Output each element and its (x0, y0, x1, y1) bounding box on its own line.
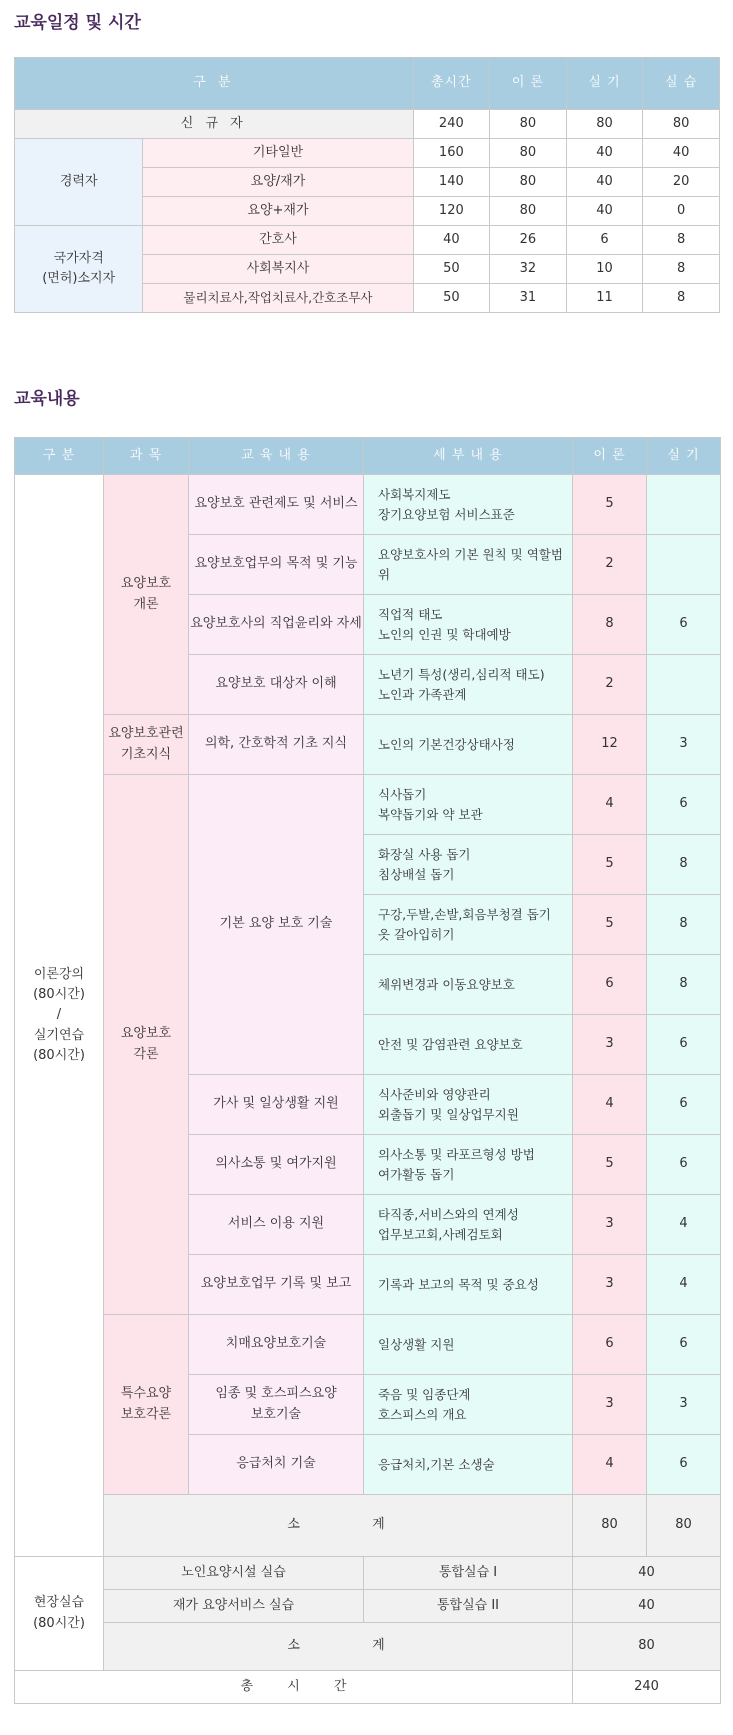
theory-cell: 3 (573, 1375, 647, 1435)
subject-line: 요양보호관련 (108, 726, 184, 742)
theory-cell: 5 (573, 1135, 647, 1195)
cell-theory: 26 (490, 226, 567, 255)
subtotal-row (15, 1495, 721, 1557)
subject-line: 요양보호 (120, 576, 172, 592)
content-header-row (15, 438, 721, 475)
content-cell: 요양보호 관련제도 및 서비스 (189, 475, 364, 535)
new-label: 신 규 자 (15, 110, 414, 139)
schedule-table (14, 57, 720, 313)
grand-total-row (15, 1671, 721, 1704)
detail-cell (364, 595, 573, 655)
experienced-label: 경력자 (15, 139, 143, 226)
schedule-header-row (15, 58, 720, 110)
theory-cell: 5 (573, 895, 647, 955)
table-row (15, 1557, 721, 1590)
header-detail: 세 부 내 용 (364, 438, 573, 475)
practice-cell: 6 (647, 1015, 721, 1075)
cell-theory: 80 (490, 168, 567, 197)
lecture-label-line: (80시간) (33, 987, 85, 1003)
detail-line: 체위변경과 이동요양보호 (378, 976, 515, 992)
practice-cell: 6 (647, 595, 721, 655)
header-theory: 이 론 (573, 438, 647, 475)
practice-cell (647, 655, 721, 715)
detail-line: 의사소통 및 라포르형성 방법 (378, 1147, 535, 1163)
cell-total: 50 (413, 284, 490, 313)
cell-training: 8 (643, 284, 720, 313)
row-name: 기타일반 (143, 139, 413, 168)
theory-cell: 6 (573, 1315, 647, 1375)
theory-cell: 6 (573, 955, 647, 1015)
practice-cell: 6 (647, 1135, 721, 1195)
detail-line: 응급처치,기본 소생술 (378, 1456, 495, 1472)
cell-training: 0 (643, 197, 720, 226)
content-cell: 요양보호업무의 목적 및 기능 (189, 535, 364, 595)
lecture-label-line: / (56, 1007, 62, 1023)
theory-cell: 5 (573, 835, 647, 895)
cell-total: 240 (413, 110, 490, 139)
practice-cell: 6 (647, 775, 721, 835)
theory-cell: 4 (573, 775, 647, 835)
licensed-label-line1: 국가자격 (53, 250, 104, 266)
detail-line: 일상생활 지원 (378, 1336, 455, 1352)
theory-cell: 2 (573, 655, 647, 715)
subtotal-label: 소 계 (104, 1495, 573, 1557)
cell-theory: 31 (490, 284, 567, 313)
content-cell: 응급처치 기술 (189, 1435, 364, 1495)
header-theory: 이 론 (490, 58, 567, 110)
row-name: 물리치료사,작업치료사,간호조무사 (143, 284, 413, 313)
row-name: 요양+재가 (143, 197, 413, 226)
theory-cell: 5 (573, 475, 647, 535)
subject-line: 각론 (133, 1046, 159, 1062)
table-row (15, 110, 720, 139)
header-training: 실 습 (643, 58, 720, 110)
field-name: 노인요양시설 실습 (104, 1557, 364, 1590)
practice-cell: 8 (647, 955, 721, 1015)
detail-cell (364, 1015, 573, 1075)
cell-training: 40 (643, 139, 720, 168)
detail-line: 직업적 태도 (378, 607, 443, 623)
lecture-label-line: (80시간) (33, 1047, 85, 1063)
detail-line: 노인과 가족관계 (378, 686, 467, 702)
detail-cell (364, 775, 573, 835)
detail-line: 침상배설 돕기 (378, 866, 455, 882)
cell-total: 160 (413, 139, 490, 168)
table-row (15, 1315, 721, 1375)
content-line: 임종 및 호스피스요양 (215, 1386, 337, 1402)
field-subtotal-label: 소 계 (104, 1623, 573, 1671)
table-row (15, 475, 721, 535)
cell-practice: 11 (566, 284, 643, 313)
table-row (15, 139, 720, 168)
row-name: 간호사 (143, 226, 413, 255)
theory-cell: 4 (573, 1075, 647, 1135)
content-section-title: 교육내용 (14, 389, 80, 409)
header-category: 구 분 (15, 58, 414, 110)
cell-training: 80 (643, 110, 720, 139)
licensed-label-line2: (면허)소지자 (42, 271, 116, 286)
field-hours: 40 (573, 1590, 721, 1623)
content-cell: 요양보호사의 직업윤리와 자세 (189, 595, 364, 655)
detail-cell (364, 1435, 573, 1495)
content-table (14, 437, 721, 1704)
content-cell: 기본 요양 보호 기술 (189, 775, 364, 1075)
detail-line: 안전 및 감염관련 요양보호 (378, 1036, 523, 1052)
subject-basic (104, 715, 189, 775)
subtotal-theory: 80 (573, 1495, 647, 1557)
detail-line: 노년기 특성(생리,심리적 태도) (378, 667, 545, 683)
field-name: 재가 요양서비스 실습 (104, 1590, 364, 1623)
content-cell: 의사소통 및 여가지원 (189, 1135, 364, 1195)
subtotal-row (15, 1623, 721, 1671)
practice-cell (647, 535, 721, 595)
detail-cell (364, 955, 573, 1015)
table-row (15, 775, 721, 835)
cell-total: 50 (413, 255, 490, 284)
subtotal-practice: 80 (647, 1495, 721, 1557)
subject-special (104, 1315, 189, 1495)
field-type: 통합실습 II (364, 1590, 573, 1623)
schedule-section-title: 교육일정 및 시간 (14, 13, 141, 33)
subject-line: 보호각론 (120, 1406, 172, 1422)
grand-total-hours: 240 (573, 1671, 721, 1704)
content-cell: 요양보호 대상자 이해 (189, 655, 364, 715)
theory-cell: 4 (573, 1435, 647, 1495)
cell-practice: 80 (566, 110, 643, 139)
subject-intro (104, 475, 189, 715)
practice-cell: 8 (647, 835, 721, 895)
theory-cell: 3 (573, 1015, 647, 1075)
detail-line: 장기요양보험 서비스표준 (378, 506, 515, 522)
content-line: 보호기술 (250, 1406, 302, 1422)
cell-practice: 40 (566, 168, 643, 197)
detail-line: 식사준비와 영양관리 (378, 1087, 491, 1103)
practice-cell: 6 (647, 1315, 721, 1375)
theory-cell: 3 (573, 1195, 647, 1255)
practice-cell: 3 (647, 715, 721, 775)
detail-line: 노인의 인권 및 학대예방 (378, 626, 511, 642)
lecture-label-line: 이론강의 (33, 967, 85, 983)
grand-total-label: 총 시 간 (15, 1671, 573, 1704)
cell-theory: 80 (490, 110, 567, 139)
cell-training: 8 (643, 255, 720, 284)
practice-cell: 4 (647, 1255, 721, 1315)
field-label-line: 현장실습 (33, 1595, 85, 1611)
field-type: 통합실습 I (364, 1557, 573, 1590)
row-name: 사회복지사 (143, 255, 413, 284)
cell-theory: 32 (490, 255, 567, 284)
detail-cell (364, 1315, 573, 1375)
theory-cell: 8 (573, 595, 647, 655)
content-cell: 치매요양보호기술 (189, 1315, 364, 1375)
detail-cell (364, 1375, 573, 1435)
detail-line: 옷 갈아입히기 (378, 926, 455, 942)
header-practice: 실 기 (566, 58, 643, 110)
table-row (15, 715, 721, 775)
header-practice: 실 기 (647, 438, 721, 475)
detail-line: 기록과 보고의 목적 및 중요성 (378, 1276, 539, 1292)
subject-line: 개론 (133, 596, 159, 612)
subject-detailed (104, 775, 189, 1315)
licensed-label (15, 226, 143, 313)
row-name: 요양/재가 (143, 168, 413, 197)
detail-cell (364, 1195, 573, 1255)
theory-cell: 2 (573, 535, 647, 595)
detail-line: 노인의 기본건강상태사정 (378, 736, 515, 752)
content-cell (189, 1375, 364, 1435)
table-row (15, 1590, 721, 1623)
subject-line: 요양보호 (120, 1026, 172, 1042)
lecture-label-line: 실기연습 (33, 1027, 85, 1043)
detail-line: 타직종,서비스와의 연계성 (378, 1207, 519, 1223)
detail-line: 죽음 및 임종단계 (378, 1387, 471, 1403)
cell-total: 120 (413, 197, 490, 226)
practice-cell: 4 (647, 1195, 721, 1255)
cell-practice: 40 (566, 139, 643, 168)
practice-cell: 8 (647, 895, 721, 955)
header-subject: 과 목 (104, 438, 189, 475)
header-content: 교 육 내 용 (189, 438, 364, 475)
cell-total: 140 (413, 168, 490, 197)
content-cell: 의학, 간호학적 기초 지식 (189, 715, 364, 775)
practice-cell: 3 (647, 1375, 721, 1435)
detail-line: 업무보고회,사례검토회 (378, 1226, 503, 1242)
header-total: 총시간 (413, 58, 490, 110)
detail-cell (364, 1255, 573, 1315)
cell-training: 8 (643, 226, 720, 255)
detail-line: 사회복지제도 (378, 487, 451, 503)
content-cell: 요양보호업무 기록 및 보고 (189, 1255, 364, 1315)
cell-training: 20 (643, 168, 720, 197)
theory-cell: 3 (573, 1255, 647, 1315)
detail-cell (364, 715, 573, 775)
field-hours: 40 (573, 1557, 721, 1590)
detail-line: 외출돕기 및 일상업무지원 (378, 1106, 519, 1122)
detail-line: 여가활동 돕기 (378, 1166, 455, 1182)
field-subtotal-hours: 80 (573, 1623, 721, 1671)
cell-practice: 40 (566, 197, 643, 226)
detail-line: 화장실 사용 돕기 (378, 847, 471, 863)
detail-cell (364, 1075, 573, 1135)
detail-cell (364, 1135, 573, 1195)
detail-line: 요양보호사의 기본 원칙 및 역할범위 (378, 547, 563, 582)
cell-practice: 10 (566, 255, 643, 284)
field-label (15, 1557, 104, 1671)
practice-cell: 6 (647, 1075, 721, 1135)
header-category: 구 분 (15, 438, 104, 475)
content-cell: 가사 및 일상생활 지원 (189, 1075, 364, 1135)
detail-line: 식사돕기 (378, 787, 427, 803)
cell-theory: 80 (490, 139, 567, 168)
detail-cell (364, 535, 573, 595)
detail-cell (364, 655, 573, 715)
detail-cell (364, 895, 573, 955)
content-cell: 서비스 이용 지원 (189, 1195, 364, 1255)
lecture-label (15, 475, 104, 1557)
cell-practice: 6 (566, 226, 643, 255)
detail-line: 구강,두발,손발,회음부청결 돕기 (378, 907, 551, 923)
theory-cell: 12 (573, 715, 647, 775)
detail-cell (364, 835, 573, 895)
detail-line: 복약돕기와 약 보관 (378, 806, 483, 822)
subject-line: 특수요양 (120, 1386, 172, 1402)
detail-cell (364, 475, 573, 535)
practice-cell: 6 (647, 1435, 721, 1495)
table-row (15, 226, 720, 255)
field-label-line: (80시간) (33, 1615, 85, 1631)
detail-line: 호스피스의 개요 (378, 1406, 467, 1422)
practice-cell (647, 475, 721, 535)
cell-theory: 80 (490, 197, 567, 226)
subject-line: 기초지식 (120, 746, 172, 762)
cell-total: 40 (413, 226, 490, 255)
